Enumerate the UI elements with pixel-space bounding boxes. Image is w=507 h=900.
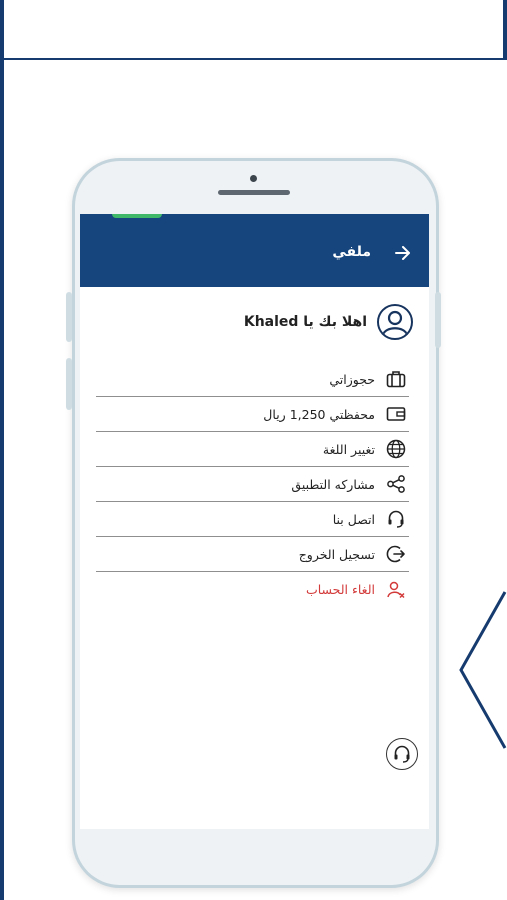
menu-item-delete-account[interactable] [96, 572, 409, 607]
decorative-chevron [455, 590, 507, 750]
briefcase-icon [385, 368, 407, 390]
menu-item-language[interactable] [96, 432, 409, 467]
arrow-right-icon[interactable] [395, 246, 411, 260]
phone-power-button [435, 292, 441, 348]
headset-icon [392, 744, 412, 764]
menu-item-share[interactable] [96, 467, 409, 502]
user-icon [380, 307, 410, 337]
menu-item-label: اتصل بنا [332, 511, 375, 527]
profile-menu [96, 362, 409, 607]
menu-item-wallet[interactable] [96, 397, 409, 432]
menu-item-contact[interactable] [96, 502, 409, 537]
status-indicator [112, 214, 162, 218]
app-header [80, 214, 429, 287]
profile-greeting [244, 302, 413, 342]
menu-item-label: الغاء الحساب [305, 582, 375, 597]
avatar[interactable] [377, 304, 413, 340]
phone-camera [250, 175, 257, 182]
phone-side-button [66, 292, 72, 342]
menu-item-label: محفظتي 1,250 ريال [263, 406, 375, 422]
logout-icon [385, 543, 407, 565]
menu-item-label: حجوزاتي [329, 371, 375, 387]
menu-item-label: تسجيل الخروج [298, 546, 375, 562]
frame-line-top [0, 58, 507, 60]
headset-icon [385, 508, 407, 530]
phone-speaker [218, 190, 290, 195]
globe-icon [385, 438, 407, 460]
delete-user-icon [385, 579, 407, 601]
phone-side-button [66, 358, 72, 410]
page-title: ملفي [332, 244, 371, 260]
frame-line-right [503, 0, 507, 60]
frame-line-left [0, 0, 4, 900]
support-button[interactable] [386, 738, 418, 770]
menu-item-label: تغيير اللغة [322, 441, 375, 457]
share-icon [385, 473, 407, 495]
menu-item-label: مشاركه التطبيق [291, 476, 375, 492]
menu-item-logout[interactable] [96, 537, 409, 572]
menu-item-bookings[interactable] [96, 362, 409, 397]
wallet-icon [385, 403, 407, 425]
app-screen [80, 214, 429, 829]
greeting-text: اهلا بك يا Khaled [243, 314, 367, 330]
